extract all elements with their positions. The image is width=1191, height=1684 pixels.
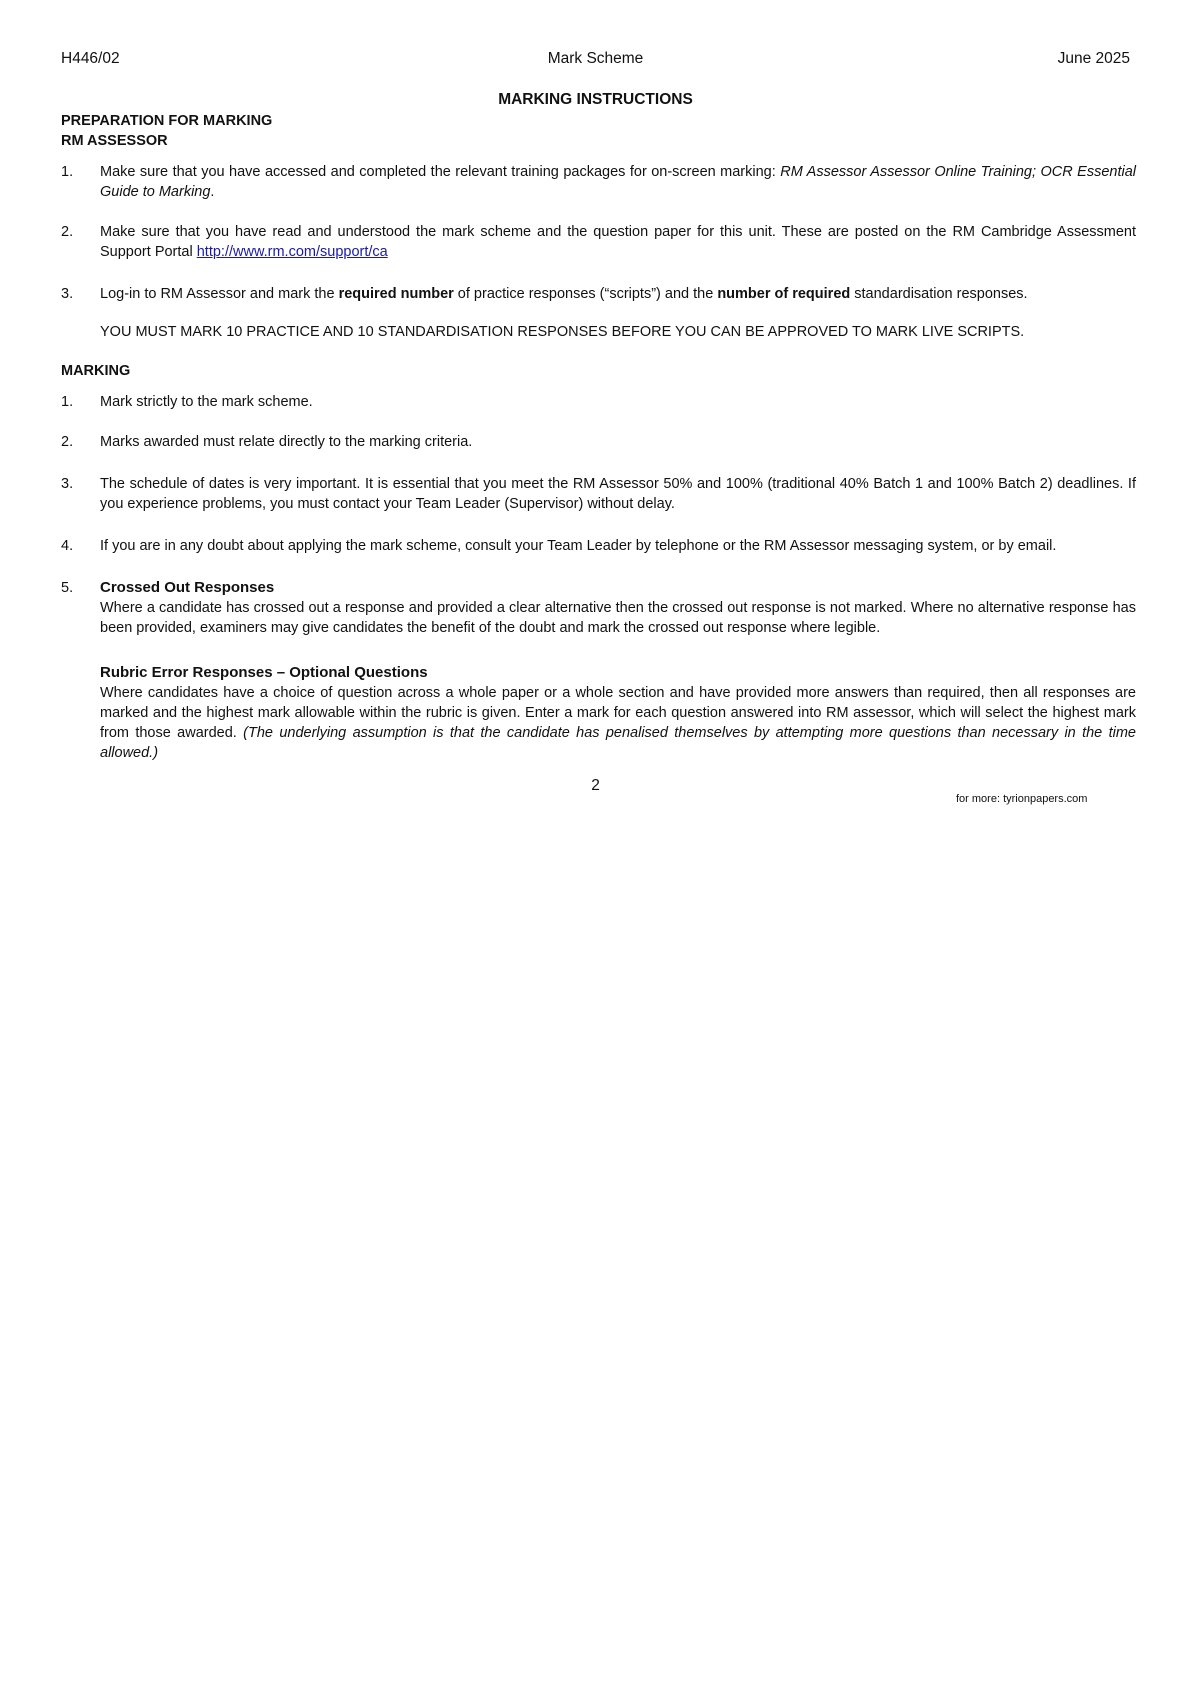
item-number: 1. <box>61 394 74 410</box>
item-text-plain: Make sure that you have read and understood the mark scheme and the question paper for this unit. These are posted on the RM Cambridge Assessment Support Portal <box>100 224 1136 260</box>
item-text-italic: RM Assessor Assessor Online Training; OCR Essential Guide to Marking <box>100 164 1136 200</box>
support-portal-link[interactable]: http://www.rm.com/support/ca <box>196 244 388 260</box>
item-text: If you are in any doubt about applying the mark scheme, consult your Team Leader by telephone or the RM Assessor messaging system, or by email. <box>100 538 1057 554</box>
crossed-out-heading-text: Crossed Out Responses <box>100 579 275 596</box>
item-text-bold: number of required <box>717 286 851 302</box>
rm-assessor-subheading: RM ASSESSOR <box>61 133 168 149</box>
rubric-error-heading-text: Rubric Error Responses – Optional Questions <box>100 664 428 681</box>
item-number: 2. <box>61 434 74 450</box>
item-text-plain: Log-in to RM Assessor and mark the <box>100 286 339 302</box>
page-title: MARKING INSTRUCTIONS <box>498 91 693 108</box>
marking-item-1 <box>61 392 1136 412</box>
item-number: 4. <box>61 538 74 554</box>
preparation-note <box>61 322 1136 342</box>
rubric-error-text <box>100 683 1136 763</box>
item-text-bold: required number <box>338 286 454 302</box>
marking-item-3 <box>61 474 1136 514</box>
rubric-error-plain: Where candidates have a choice of question across a whole paper or a whole section and have provided more answers than required, then all responses are marked and the highest mark allowable within the rubric is given. Enter a mark for each question answered into RM assessor, which will select the highest mark from those awarded. <box>100 685 1136 741</box>
marking-heading: MARKING <box>61 363 131 379</box>
crossed-out-heading <box>100 578 1136 598</box>
item-number: 5. <box>61 580 74 596</box>
item-number: 1. <box>61 164 74 180</box>
item-text-plain: Make sure that you have accessed and completed the relevant training packages for on-screen marking: <box>100 164 781 180</box>
preparation-heading: PREPARATION FOR MARKING <box>61 113 273 129</box>
header-paper-code: H446/02 <box>61 50 120 67</box>
item-text <box>100 284 1136 304</box>
header-document-type: Mark Scheme <box>547 50 644 67</box>
header-date: June 2025 <box>1057 50 1130 67</box>
preparation-item-2 <box>61 222 1136 262</box>
item-text <box>100 222 1136 262</box>
practice-requirement-note: YOU MUST MARK 10 PRACTICE AND 10 STANDARDISATION RESPONSES BEFORE YOU CAN BE APPROVED TO MARK LIVE SCRIPTS. <box>100 324 1025 340</box>
item-text-end: . <box>210 184 215 200</box>
footer-more-link: for more: tyrionpapers.com <box>956 793 1088 805</box>
item-number: 3. <box>61 476 74 492</box>
item-number: 2. <box>61 224 74 240</box>
item-text: Mark strictly to the mark scheme. <box>100 394 313 410</box>
item-number: 3. <box>61 286 74 302</box>
item-text: Marks awarded must relate directly to the marking criteria. <box>100 434 473 450</box>
rubric-error-section <box>61 663 1136 763</box>
marking-item-5 <box>61 578 1136 638</box>
preparation-item-3 <box>61 284 1136 304</box>
item-text: The schedule of dates is very important. It is essential that you meet the RM Assessor 50% and 100% (traditional 40% Batch 1 and 100% Batch 2) deadlines. If you experience problems, you must contact your Team Leader (Supervisor) without delay. <box>100 476 1136 512</box>
rubric-error-heading <box>100 663 1136 683</box>
rubric-error-italic: (The underlying assumption is that the candidate has penalised themselves by attempting more questions than necessary in the time allowed.) <box>100 725 1136 761</box>
item-text-plain: standardisation responses. <box>850 286 1028 302</box>
preparation-item-1 <box>61 162 1136 202</box>
item-text <box>100 162 1136 202</box>
item-text-plain: of practice responses (“scripts”) and the <box>453 286 718 302</box>
crossed-out-text: Where a candidate has crossed out a response and provided a clear alternative then the crossed out response is not marked. Where no alternative response has been provided, examiners may give candidates the benefit of the doubt and mark the crossed out response where legible. <box>100 600 1136 636</box>
marking-item-2 <box>61 432 1136 452</box>
marking-item-4 <box>61 536 1136 556</box>
page-number: 2 <box>591 777 600 794</box>
